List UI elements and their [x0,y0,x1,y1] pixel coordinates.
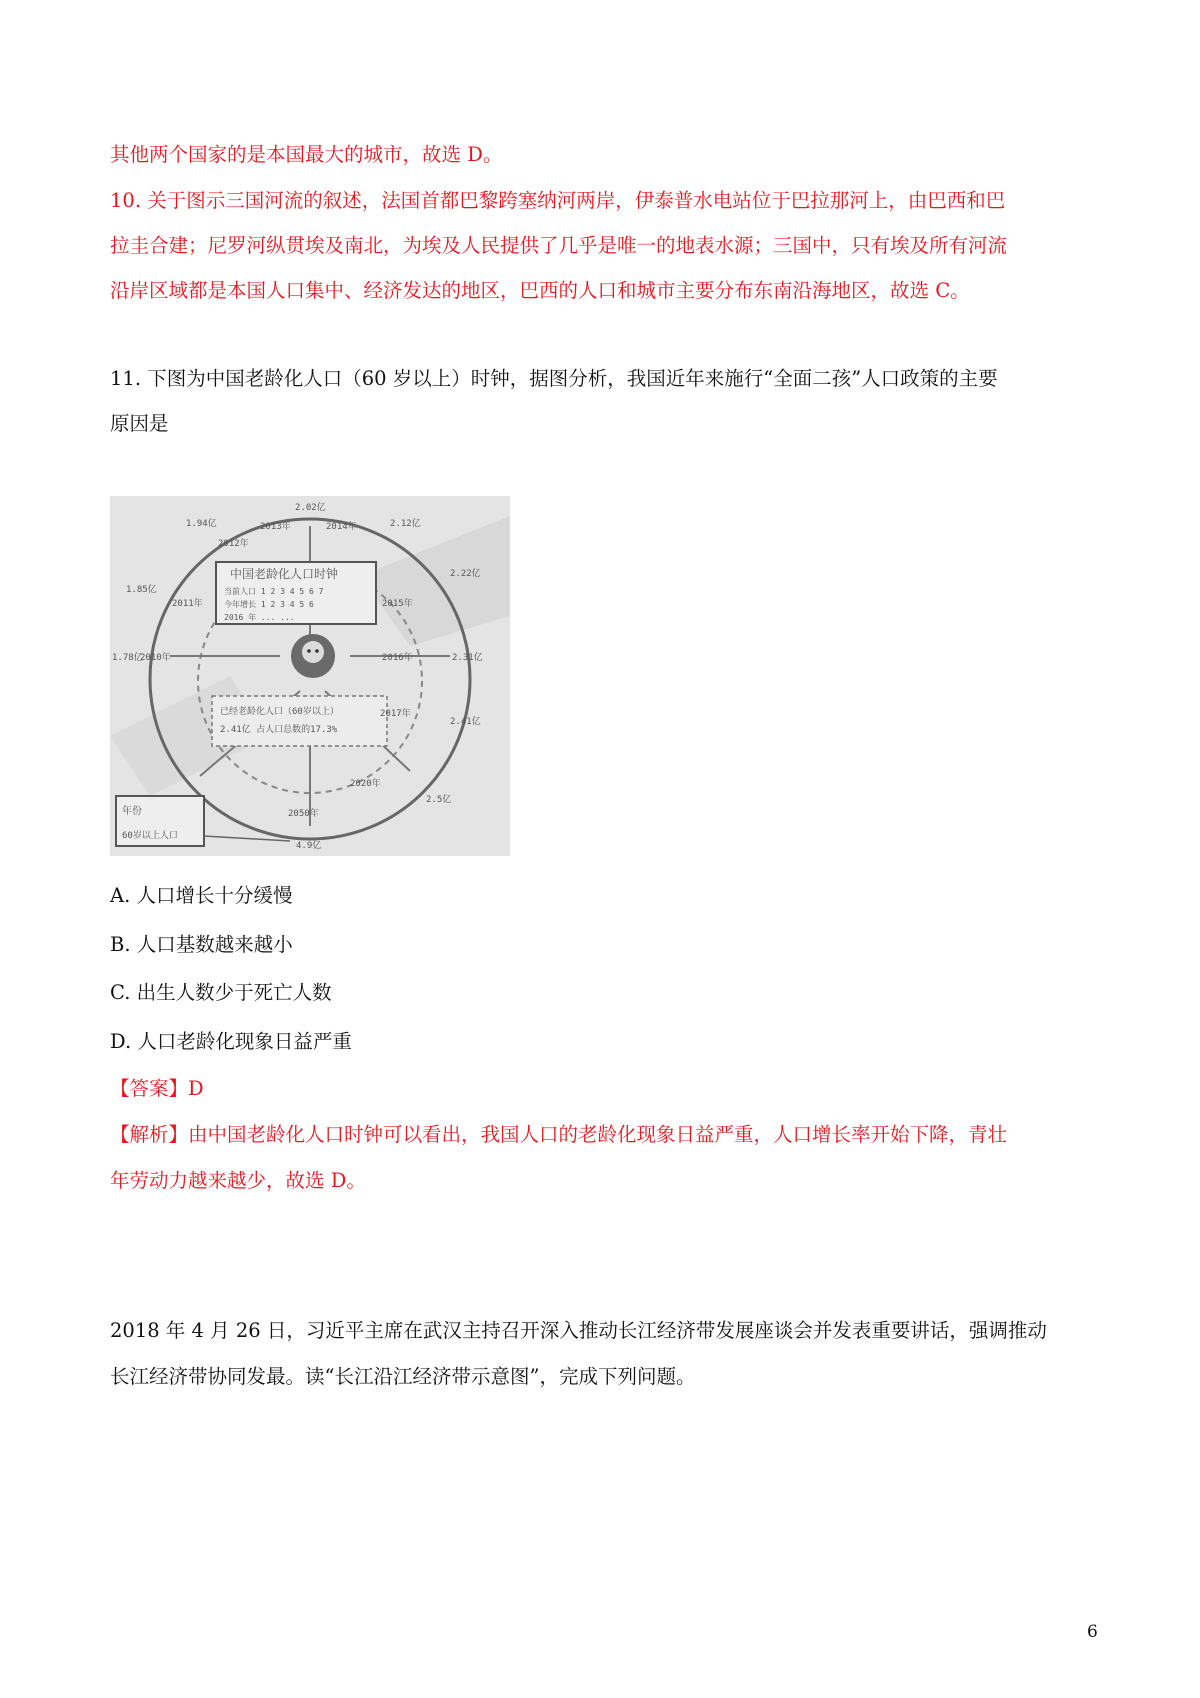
year-label: 2015年 [382,599,413,609]
year-label: 2010年 [140,653,171,663]
population-value: 2.12亿 [390,519,421,529]
population-value: 2.5亿 [426,795,452,805]
option-a: A. 人口增长十分缓慢 [110,884,293,907]
answer-line: 【答案】D [110,1077,204,1100]
elderly-person-icon-eye [307,649,311,653]
population-value: 2.31亿 [452,653,483,663]
clock-info-row: 2016 年 ... ... [224,613,295,622]
year-label: 2020年 [350,779,381,789]
clock-info-row: 当前人口 1 2 3 4 5 6 7 [224,587,324,596]
passage-line-1: 2018 年 4 月 26 日，习近平主席在武汉主持召开深入推动长江经济带发展座谈会并发表重要讲话，强调推动 [110,1319,1047,1342]
elderly-person-icon-eye [315,649,319,653]
population-value: 2.22亿 [450,569,481,579]
clock-info-row: 今年增长 1 2 3 4 5 6 [224,600,314,609]
year-label: 2011年 [172,599,203,609]
q10-analysis-line-1: 10. 关于图示三国河流的叙述，法国首都巴黎跨塞纳河两岸，伊泰普水电站位于巴拉那河上，由巴西和巴 [110,189,1006,212]
analysis-line-2: 年劳动力越来越少，故选 D。 [110,1169,366,1192]
year-label: 2050年 [288,809,319,819]
aging-summary-box [212,696,387,746]
passage-line-2: 长江经济带协同发最。读“长江沿江经济带示意图”，完成下列问题。 [110,1365,696,1388]
option-d: D. 人口老龄化现象日益严重 [110,1030,352,1053]
option-b: B. 人口基数越来越小 [110,933,293,956]
year-label: 2012年 [218,539,249,549]
elderly-person-icon-face [302,641,324,663]
q11-question-line-1: 11. 下图为中国老龄化人口（60 岁以上）时钟，据图分析，我国近年来施行“全面二孩”人口政策的主要 [110,367,998,390]
legend-year: 年份 [122,806,142,817]
year-label: 2013年 [260,522,291,532]
population-value: 4.9亿 [296,841,322,851]
year-label: 2016年 [382,653,413,663]
year-label: 2014年 [326,522,357,532]
population-value: 2.02亿 [295,503,326,513]
aging-summary-text: 已经老龄化人口（60岁以上） [220,707,339,717]
clock-title: 中国老龄化人口时钟 [230,567,339,581]
page-number: 6 [1087,1622,1098,1642]
option-c: C. 出生人数少于死亡人数 [110,981,332,1004]
population-value: 1.85亿 [126,585,157,595]
year-label: 2017年 [380,709,411,719]
aging-summary-text: 2.41亿 占人口总数的17.3% [220,725,338,735]
analysis-line-1: 【解析】由中国老龄化人口时钟可以看出，我国人口的老龄化现象日益严重，人口增长率开始下降，青壮 [110,1123,1008,1146]
q10-analysis-line-3: 沿岸区域都是本国人口集中、经济发达的地区，巴西的人口和城市主要分布东南沿海地区，故选 C。 [110,279,970,302]
population-value: 1.78亿 [112,653,143,663]
q11-question-line-2: 原因是 [110,412,169,435]
population-value: 2.41亿 [450,717,481,727]
population-value: 1.94亿 [186,519,217,529]
analysis-continuation: 其他两个国家的是本国最大的城市，故选 D。 [110,143,503,166]
legend-population: 60岁以上人口 [122,831,178,841]
aging-population-clock-figure [110,496,510,856]
aging-clock-diagram [110,496,510,856]
q10-analysis-line-2: 拉圭合建；尼罗河纵贯埃及南北，为埃及人民提供了几乎是唯一的地表水源；三国中，只有埃及所有河流 [110,234,1008,257]
